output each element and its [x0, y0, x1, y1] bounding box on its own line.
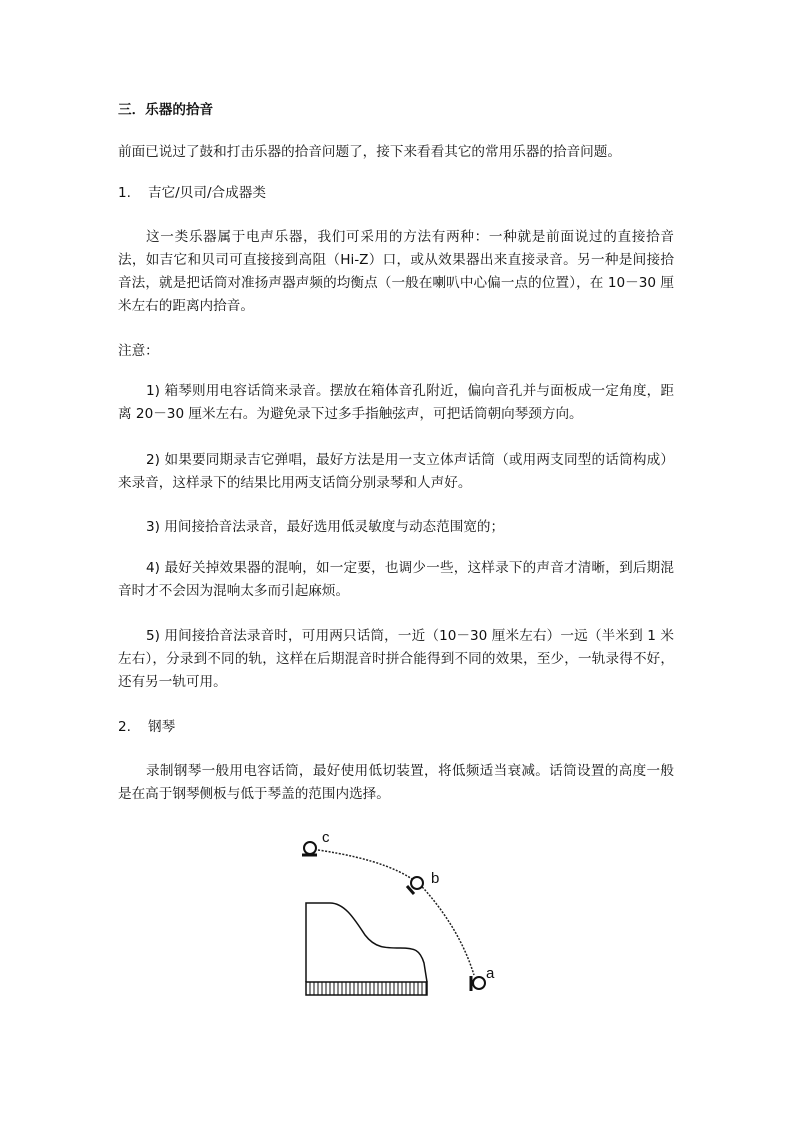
note-4: 4) 最好关掉效果器的混响，如一定要，也调少一些，这样录下的声音才清晰，到后期混音时才不会因为混响太多而引起麻烦。 [118, 560, 674, 599]
item2-number: 2. [118, 719, 131, 735]
intro-paragraph: 前面已说过了鼓和打击乐器的拾音问题了，接下来看看其它的常用乐器的拾音问题。 [118, 144, 621, 160]
item1-paragraph: 这一类乐器属于电声乐器，我们可采用的方法有两种：一种就是前面说过的直接拾音法，如吉它和贝司可直接接到高阻（Hi-Z）口，或从效果器出来直接录音。另一种是间接拾音法，就是把话筒对准扬声器声频的均衡点（一般在喇叭中心偏一点的位置），在 10－30 厘米左右的距离内拾音。 [118, 229, 674, 314]
item1-title: 吉它/贝司/合成器类 [148, 185, 266, 201]
item2-paragraph: 录制钢琴一般用电容话筒，最好使用低切装置，将低频适当衰减。话筒设置的高度一般是在高于钢琴侧板与低于琴盖的范围内选择。 [118, 763, 674, 802]
note-5: 5) 用间接拾音法录音时，可用两只话筒，一近（10－30 厘米左右）一远（半米到 1 米左右），分录到不同的轨，这样在后期混音时拼合能得到不同的效果，至少，一轨录得不好，还有另一轨可用。 [118, 628, 674, 690]
mic-b-icon [407, 877, 423, 894]
item2-title: 钢琴 [148, 719, 176, 735]
label-b: b [431, 870, 440, 887]
label-c: c [322, 829, 330, 846]
section-title: 三．乐器的拾音 [118, 102, 214, 118]
note-label: 注意： [118, 343, 159, 359]
note-2: 2) 如果要同期录吉它弹唱，最好方法是用一支立体声话筒（或用两支同型的话筒构成）来录音，这样录下的结果比用两支话筒分别录琴和人声好。 [118, 452, 674, 491]
mic-a-icon [471, 976, 485, 991]
label-a: a [486, 965, 495, 982]
item1-number: 1. [118, 185, 131, 201]
mic-arc [318, 850, 474, 975]
piano-outline-icon [306, 903, 427, 982]
mic-c-icon [302, 842, 317, 855]
note-3: 3) 用间接拾音法录音，最好选用低灵敏度与动态范围宽的； [146, 519, 505, 535]
piano-keyboard-icon [306, 982, 427, 995]
note-1: 1) 箱琴则用电容话筒来录音。摆放在箱体音孔附近，偏向音孔并与面板成一定角度，距离 20－30 厘米左右。为避免录下过多手指触弦声，可把话筒朝向琴颈方向。 [118, 383, 674, 422]
